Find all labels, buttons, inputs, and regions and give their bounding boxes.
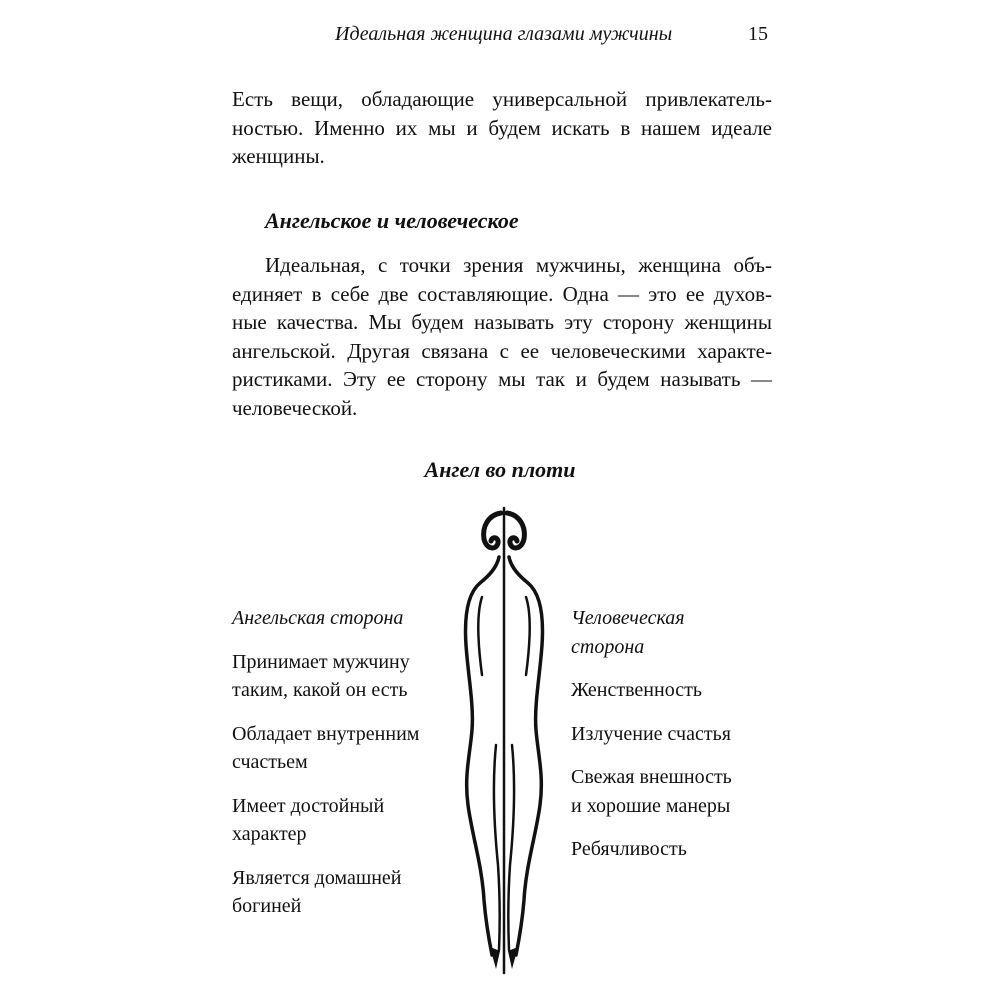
intro-paragraph	[232, 85, 772, 171]
hair-curl-right	[507, 513, 524, 548]
angelic-side-item	[232, 648, 462, 705]
paragraph-line: человеческой.	[232, 395, 358, 420]
section-heading: Ангельское и человеческое	[265, 208, 519, 233]
paragraph-line: единяет в себе две составляющие. Одна — это ее духов-	[232, 281, 772, 306]
silhouette-drawing	[452, 505, 556, 975]
item-line: Ребячливость	[571, 838, 687, 860]
item-line: Свежая внешность	[571, 766, 732, 788]
paragraph-line: женщины.	[232, 144, 325, 168]
hair-curl-left	[484, 513, 501, 548]
arm-right	[526, 597, 530, 675]
human-side-item	[571, 720, 791, 749]
paragraph-line: ные качества. Мы будем называть эту сторону женщины	[232, 310, 772, 334]
angelic-side-column	[232, 604, 462, 936]
human-side-item	[571, 763, 791, 820]
human-side-column	[571, 604, 791, 879]
leg-inner-left	[494, 745, 500, 950]
angelic-side-item	[232, 864, 462, 921]
item-line: счастьем	[232, 751, 308, 773]
item-line: таким, какой он есть	[232, 679, 408, 701]
page-number: 15	[748, 23, 768, 45]
item-line: и хорошие манеры	[571, 794, 731, 817]
figure-title: Ангел во плоти	[424, 457, 576, 482]
item-line: характер	[232, 823, 307, 845]
item-line: Женственность	[571, 679, 702, 701]
paragraph-line: ристиками. Эту ее сторону мы так и будем называть —	[232, 367, 772, 391]
item-line: Излучение счастья	[571, 722, 731, 745]
leg-inner-right	[508, 745, 514, 950]
paragraph-line: ангельской. Другая связана с ее человеческими характе-	[232, 338, 772, 363]
body-paragraph	[232, 251, 772, 422]
paragraph-line: ностью. Именно их мы и будем искать в нашем идеале	[232, 115, 772, 140]
human-side-title	[571, 604, 791, 661]
title-line: сторона	[571, 635, 645, 658]
item-line: Принимает мужчину	[232, 650, 410, 673]
running-title: Идеальная женщина глазами мужчины	[335, 23, 673, 45]
item-line: Обладает внутренним	[232, 722, 420, 745]
title-line: Человеческая	[571, 607, 685, 629]
item-line: Является домашней	[232, 866, 402, 889]
arm-left	[478, 597, 482, 675]
angelic-side-item	[232, 720, 462, 777]
angelic-side-title: Ангельская сторона	[232, 607, 404, 629]
paragraph-line: Есть вещи, обладающие универсальной привлекатель-	[232, 87, 772, 111]
human-side-item	[571, 835, 791, 864]
woman-silhouette-icon	[452, 505, 556, 975]
human-side-item	[571, 676, 791, 705]
paragraph-line: Идеальная, с точки зрения мужчины, женщина объ-	[265, 253, 772, 277]
item-line: Имеет достойный	[232, 794, 385, 817]
item-line: богиней	[232, 895, 302, 917]
angelic-side-item	[232, 792, 462, 849]
